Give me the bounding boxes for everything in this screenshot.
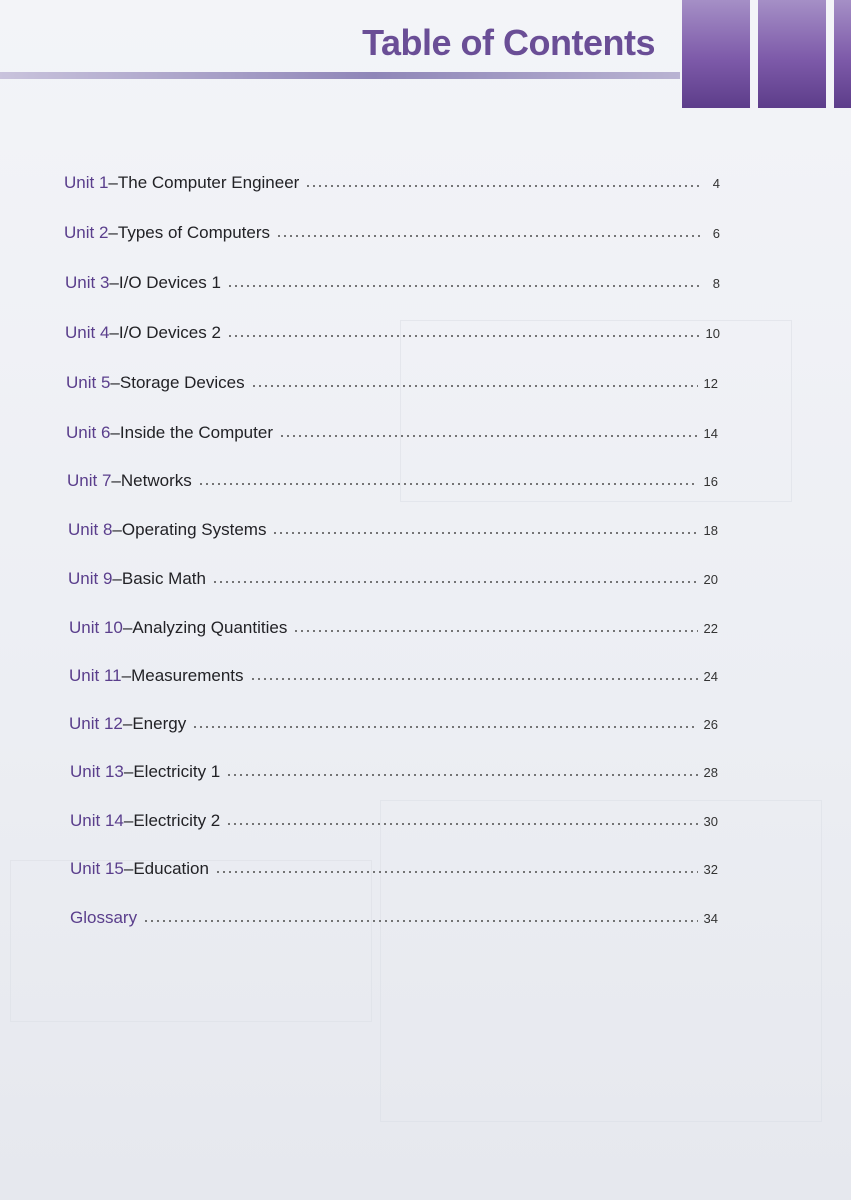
- toc-leader-dots: [272, 521, 697, 535]
- toc-glossary-label: Glossary: [70, 908, 138, 927]
- toc-page-number: 14: [703, 426, 718, 441]
- toc-unit-number: Unit 14: [70, 811, 124, 830]
- toc-leader-dots: [226, 763, 697, 777]
- page-title: Table of Contents: [362, 22, 655, 63]
- toc-unit-number: Unit 1: [64, 173, 109, 192]
- toc-leader-dots: [227, 324, 700, 338]
- toc-entry-unit-13[interactable]: [70, 762, 718, 786]
- toc-unit-title: Energy: [132, 714, 187, 733]
- toc-unit-title: Storage Devices: [119, 373, 245, 392]
- toc-unit-number: Unit 15: [70, 859, 124, 878]
- toc-leader-dots: [212, 570, 698, 584]
- toc-entry-unit-15[interactable]: [70, 859, 718, 883]
- toc-separator: –: [123, 859, 134, 878]
- toc-unit-number: Unit 8: [68, 520, 113, 539]
- toc-page-number: 26: [703, 717, 718, 732]
- toc-unit-title: Electricity 2: [133, 811, 221, 830]
- toc-leader-dots: [215, 860, 698, 874]
- toc-leader-dots: [198, 472, 698, 486]
- toc-unit-number: Unit 13: [70, 762, 124, 781]
- toc-unit-number: Unit 12: [69, 714, 123, 733]
- toc-unit-number: Unit 6: [66, 423, 111, 442]
- toc-separator: –: [108, 223, 118, 242]
- toc-unit-title: Analyzing Quantities: [132, 618, 288, 637]
- toc-unit-title: The Computer Engineer: [117, 173, 300, 192]
- toc-unit-title: I/O Devices 1: [118, 273, 221, 292]
- toc-page-number: 22: [703, 621, 718, 636]
- toc-unit-number: Unit 3: [65, 273, 110, 292]
- toc-separator: –: [112, 520, 122, 539]
- toc-page-number: 20: [703, 572, 718, 587]
- toc-unit-number: Unit 4: [65, 323, 110, 342]
- toc-separator: –: [122, 618, 133, 637]
- toc-leader-dots: [279, 424, 698, 438]
- toc-unit-number: Unit 2: [64, 223, 109, 242]
- toc-separator: –: [109, 323, 119, 342]
- toc-entry-unit-3[interactable]: [65, 273, 720, 297]
- toc-entry-unit-7[interactable]: [67, 471, 718, 495]
- toc-page-number: 32: [703, 862, 718, 877]
- toc-unit-title: Networks: [120, 471, 192, 490]
- toc-leader-dots: [250, 667, 698, 681]
- toc-entry-unit-9[interactable]: [68, 569, 718, 593]
- toc-leader-dots: [226, 812, 697, 826]
- toc-entry-unit-5[interactable]: [66, 373, 718, 397]
- toc-separator: –: [109, 273, 119, 292]
- toc-entry-unit-1[interactable]: [64, 173, 720, 197]
- toc-page-number: 8: [712, 276, 720, 291]
- toc-separator: –: [123, 811, 134, 830]
- toc-unit-number: Unit 9: [68, 569, 113, 588]
- toc-page-number: 10: [705, 326, 720, 341]
- toc-page-number: 30: [703, 814, 718, 829]
- toc-leader-dots: [305, 174, 700, 188]
- toc-unit-number: Unit 10: [69, 618, 123, 637]
- toc-unit-number: Unit 5: [66, 373, 111, 392]
- toc-page-number: 24: [703, 669, 718, 684]
- toc-unit-number: Unit 7: [67, 471, 112, 490]
- toc-page-number: 18: [703, 523, 718, 538]
- toc-entry-unit-8[interactable]: [68, 520, 718, 544]
- toc-page-number: 16: [703, 474, 718, 489]
- toc-entry-unit-2[interactable]: [64, 223, 720, 247]
- toc-separator: –: [108, 173, 118, 192]
- toc-unit-title: Education: [133, 859, 209, 878]
- toc-page-number: 34: [703, 911, 718, 926]
- toc-leader-dots: [227, 274, 700, 288]
- toc-entry-unit-10[interactable]: [69, 618, 718, 642]
- toc-separator: –: [123, 762, 134, 781]
- toc-leader-dots: [192, 715, 697, 729]
- toc-separator: –: [110, 423, 120, 442]
- toc-separator: –: [121, 666, 132, 685]
- toc-entry-unit-12[interactable]: [69, 714, 718, 738]
- toc-page-number: 28: [703, 765, 718, 780]
- toc-separator: –: [110, 373, 120, 392]
- toc-leader-dots: [293, 619, 697, 633]
- toc-entry-unit-14[interactable]: [70, 811, 718, 835]
- toc-page-number: 6: [712, 226, 720, 241]
- toc-entry-unit-4[interactable]: [65, 323, 720, 347]
- toc-unit-title: Inside the Computer: [119, 423, 273, 442]
- toc-unit-title: Measurements: [131, 666, 244, 685]
- toc-separator: –: [112, 569, 122, 588]
- toc-unit-number: Unit 11: [69, 666, 122, 685]
- toc-unit-title: Types of Computers: [117, 223, 271, 242]
- toc-entry-unit-11[interactable]: [69, 666, 718, 690]
- toc-unit-title: Operating Systems: [121, 520, 267, 539]
- toc-page-number: 4: [712, 176, 720, 191]
- toc-leader-dots: [251, 374, 698, 388]
- toc-entry-unit-6[interactable]: [66, 423, 718, 447]
- toc-separator: –: [122, 714, 133, 733]
- toc-separator: –: [111, 471, 121, 490]
- toc-page-number: 12: [703, 376, 718, 391]
- toc-leader-dots: [276, 224, 700, 238]
- toc-entry-glossary[interactable]: [70, 908, 718, 932]
- toc-unit-title: I/O Devices 2: [118, 323, 221, 342]
- toc-unit-title: Electricity 1: [133, 762, 221, 781]
- toc-leader-dots: [143, 909, 697, 923]
- toc-unit-title: Basic Math: [121, 569, 206, 588]
